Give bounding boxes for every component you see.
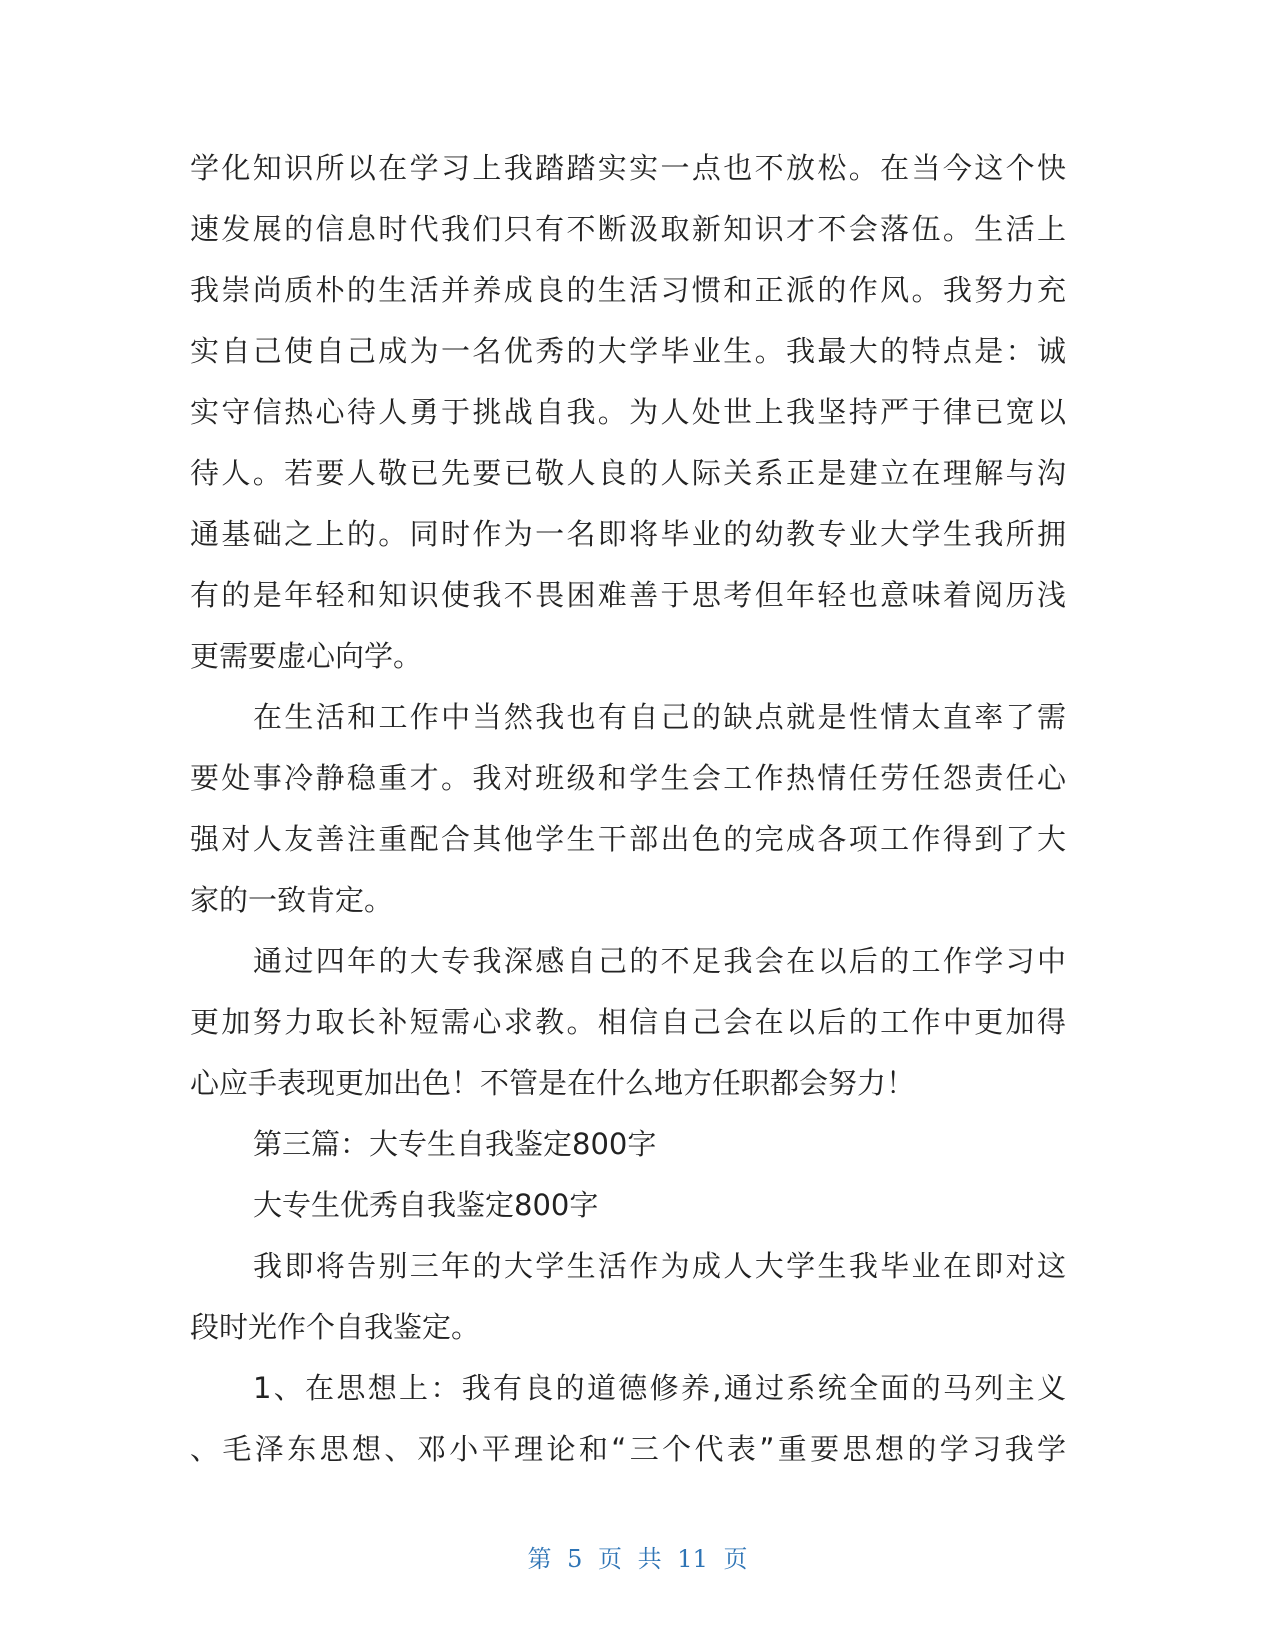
text-line: 我即将告别三年的大学生活作为成人大学生我毕业在即对这: [253, 1249, 1066, 1283]
text-line: 要处事冷静稳重才。我对班级和学生会工作热情任劳任怨责任心: [190, 761, 1066, 795]
text-line: 在生活和工作中当然我也有自己的缺点就是性情太直率了需: [253, 700, 1066, 734]
section-subheading: 大专生优秀自我鉴定800字: [253, 1188, 599, 1222]
text-line: 1、在思想上：我有良的道德修养,通过系统全面的马列主义: [253, 1371, 1066, 1405]
text-line: 速发展的信息时代我们只有不断汲取新知识才不会落伍。生活上: [190, 212, 1066, 246]
text-line: 、毛泽东思想、邓小平理论和“三个代表”重要思想的学习我学: [190, 1432, 1066, 1466]
document-body: [190, 138, 1066, 1480]
text-line: 强对人友善注重配合其他学生干部出色的完成各项工作得到了大: [190, 822, 1066, 856]
text-line: 我崇尚质朴的生活并养成良的生活习惯和正派的作风。我努力充: [190, 273, 1066, 307]
text-line: 心应手表现更加出色！不管是在什么地方任职都会努力！: [190, 1066, 916, 1100]
text-line: 家的一致肯定。: [190, 883, 394, 917]
text-line: 有的是年轻和知识使我不畏困难善于思考但年轻也意味着阅历浅: [190, 578, 1066, 612]
text-line: 通过四年的大专我深感自己的不足我会在以后的工作学习中: [253, 944, 1066, 978]
text-line: 更需要虚心向学。: [190, 639, 423, 673]
text-line: 更加努力取长补短需心求教。相信自己会在以后的工作中更加得: [190, 1005, 1066, 1039]
text-line: 实自己使自己成为一名优秀的大学毕业生。我最大的特点是：诚: [190, 334, 1066, 368]
text-line: 实守信热心待人勇于挑战自我。为人处世上我坚持严于律已宽以: [190, 395, 1066, 429]
text-line: 学化知识所以在学习上我踏踏实实一点也不放松。在当今这个快: [190, 151, 1066, 185]
section-heading: 第三篇：大专生自我鉴定800字: [253, 1127, 657, 1161]
text-line: 待人。若要人敬已先要已敬人良的人际关系正是建立在理解与沟: [190, 456, 1066, 490]
text-line: 段时光作个自我鉴定。: [190, 1310, 481, 1344]
text-line: 通基础之上的。同时作为一名即将毕业的幼教专业大学生我所拥: [190, 517, 1066, 551]
page-number-footer: 第 5 页 共 11 页: [527, 1545, 748, 1573]
